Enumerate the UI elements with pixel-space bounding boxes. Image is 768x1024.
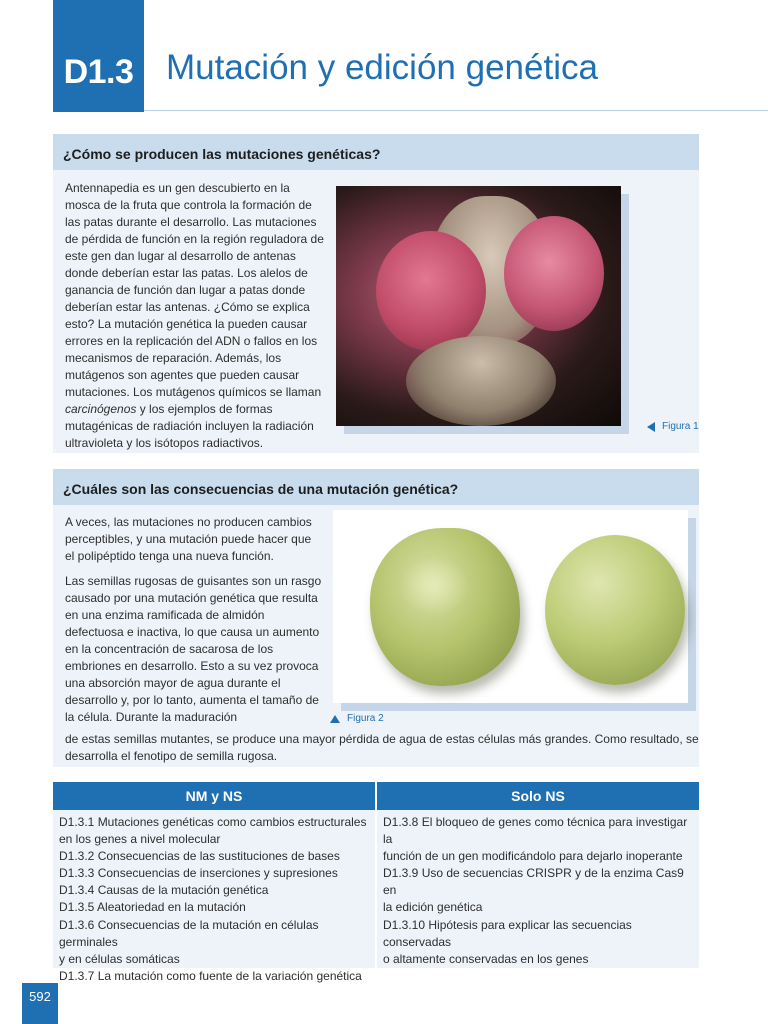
- syllabus-column-solo-ns: [383, 814, 697, 968]
- section2-paragraphs: [65, 514, 323, 726]
- section1-paragraph: Antennapedia es un gen descubierto en la mosca de la fruta que controla la formación de las patas durante el desarrollo. Las mutaciones de pérdida de función en la región reguladora de este gen dan lugar al desarrollo de antenas donde deberían estar las patas. Los alelos de ganancia de función dan lugar a patas donde deberían estar las antenas. ¿Cómo se explica esto? La mutación genética la pueden causar errores en la replicación del ADN o fallos en los mecanismos de reparación. Además, los mutágenos son agentes que pueden causar mutaciones. Los mutágenos químicos se llaman carcinógenos y los ejemplos de formas mutagénicas de radiación incluyen la radiación ultravioleta y los isótopos radiactivos.: [65, 181, 324, 450]
- page-title: Mutación y edición genética: [166, 48, 598, 87]
- syllabus-line: D1.3.7 La mutación como fuente de la variación genética: [59, 968, 362, 983]
- syllabus-line: función de un gen modificándolo para dejarlo inoperante: [383, 849, 683, 864]
- figure1-fruit-fly-image: [336, 186, 621, 426]
- syllabus-table: [53, 782, 699, 983]
- smooth-pea: [545, 535, 685, 685]
- syllabus-line: D1.3.3 Consecuencias de inserciones y supresiones: [59, 866, 338, 881]
- figure2-caption: Figura 2: [330, 713, 384, 724]
- syllabus-line: D1.3.6 Consecuencias de la mutación en células germinales: [59, 917, 319, 949]
- syllabus-line: D1.3.8 El bloqueo de genes como técnica para investigar la: [383, 815, 688, 847]
- wrinkled-pea: [370, 528, 520, 686]
- title-divider: [144, 110, 768, 111]
- figure1-caption: Figura 1: [647, 421, 699, 432]
- syllabus-line: D1.3.10 Hipótesis para explicar las secuencias conservadas: [383, 917, 632, 949]
- section-heading-how-mutations-occur: ¿Cómo se producen las mutaciones genéticas?: [53, 134, 699, 170]
- syllabus-line: D1.3.4 Causas de la mutación genética: [59, 883, 269, 898]
- syllabus-column-divider: [375, 782, 377, 968]
- syllabus-line: D1.3.1 Mutaciones genéticas como cambios estructurales: [59, 815, 367, 829]
- syllabus-line: y en células somáticas: [59, 951, 180, 966]
- syllabus-line: D1.3.5 Aleatoriedad en la mutación: [59, 900, 246, 915]
- syllabus-header-nm-ns: NM y NS: [53, 782, 375, 810]
- syllabus-column-nm-ns: [59, 814, 373, 985]
- syllabus-line: en los genes a nivel molecular: [59, 832, 221, 847]
- page-number: 592: [22, 983, 58, 1024]
- section2-paragraph-2: Las semillas rugosas de guisantes son un rasgo causado por una mutación genética que resulta en una enzima ramificada de almidón defectuosa e inactiva, lo que causa un aumento en la concentración de sacarosa de los embriones en desarrollo. Esto a su vez provoca una absorción mayor de agua durante el desarrollo y, por lo tanto, aumenta el tamaño de la célula. Durante la maduración: [65, 574, 322, 724]
- triangle-left-icon: [647, 422, 655, 432]
- section2-paragraph-1: A veces, las mutaciones no producen cambios perceptibles, y una mutación puede hacer que el polipéptido tenga una nueva función.: [65, 515, 312, 563]
- section2-paragraph-2-continuation: de estas semillas mutantes, se produce una mayor pérdida de agua de estas células más grandes. Como resultado, se desarrolla el fenotipo de semilla rugosa.: [65, 732, 699, 763]
- term-carcinogens: carcinógenos: [65, 402, 137, 416]
- triangle-up-icon: [330, 715, 340, 723]
- chapter-code: D1.3: [53, 0, 144, 112]
- figure2-pea-seeds-image: [333, 510, 688, 703]
- syllabus-header-solo-ns: Solo NS: [377, 782, 699, 810]
- syllabus-line: D1.3.9 Uso de secuencias CRISPR y de la enzima Cas9 en: [383, 866, 684, 898]
- section-heading-mutation-consequences: ¿Cuáles son las consecuencias de una mutación genética?: [53, 469, 699, 505]
- syllabus-line: la edición genética: [383, 900, 483, 915]
- syllabus-line: o altamente conservadas en los genes: [383, 951, 589, 966]
- syllabus-line: D1.3.2 Consecuencias de las sustituciones de bases: [59, 849, 340, 864]
